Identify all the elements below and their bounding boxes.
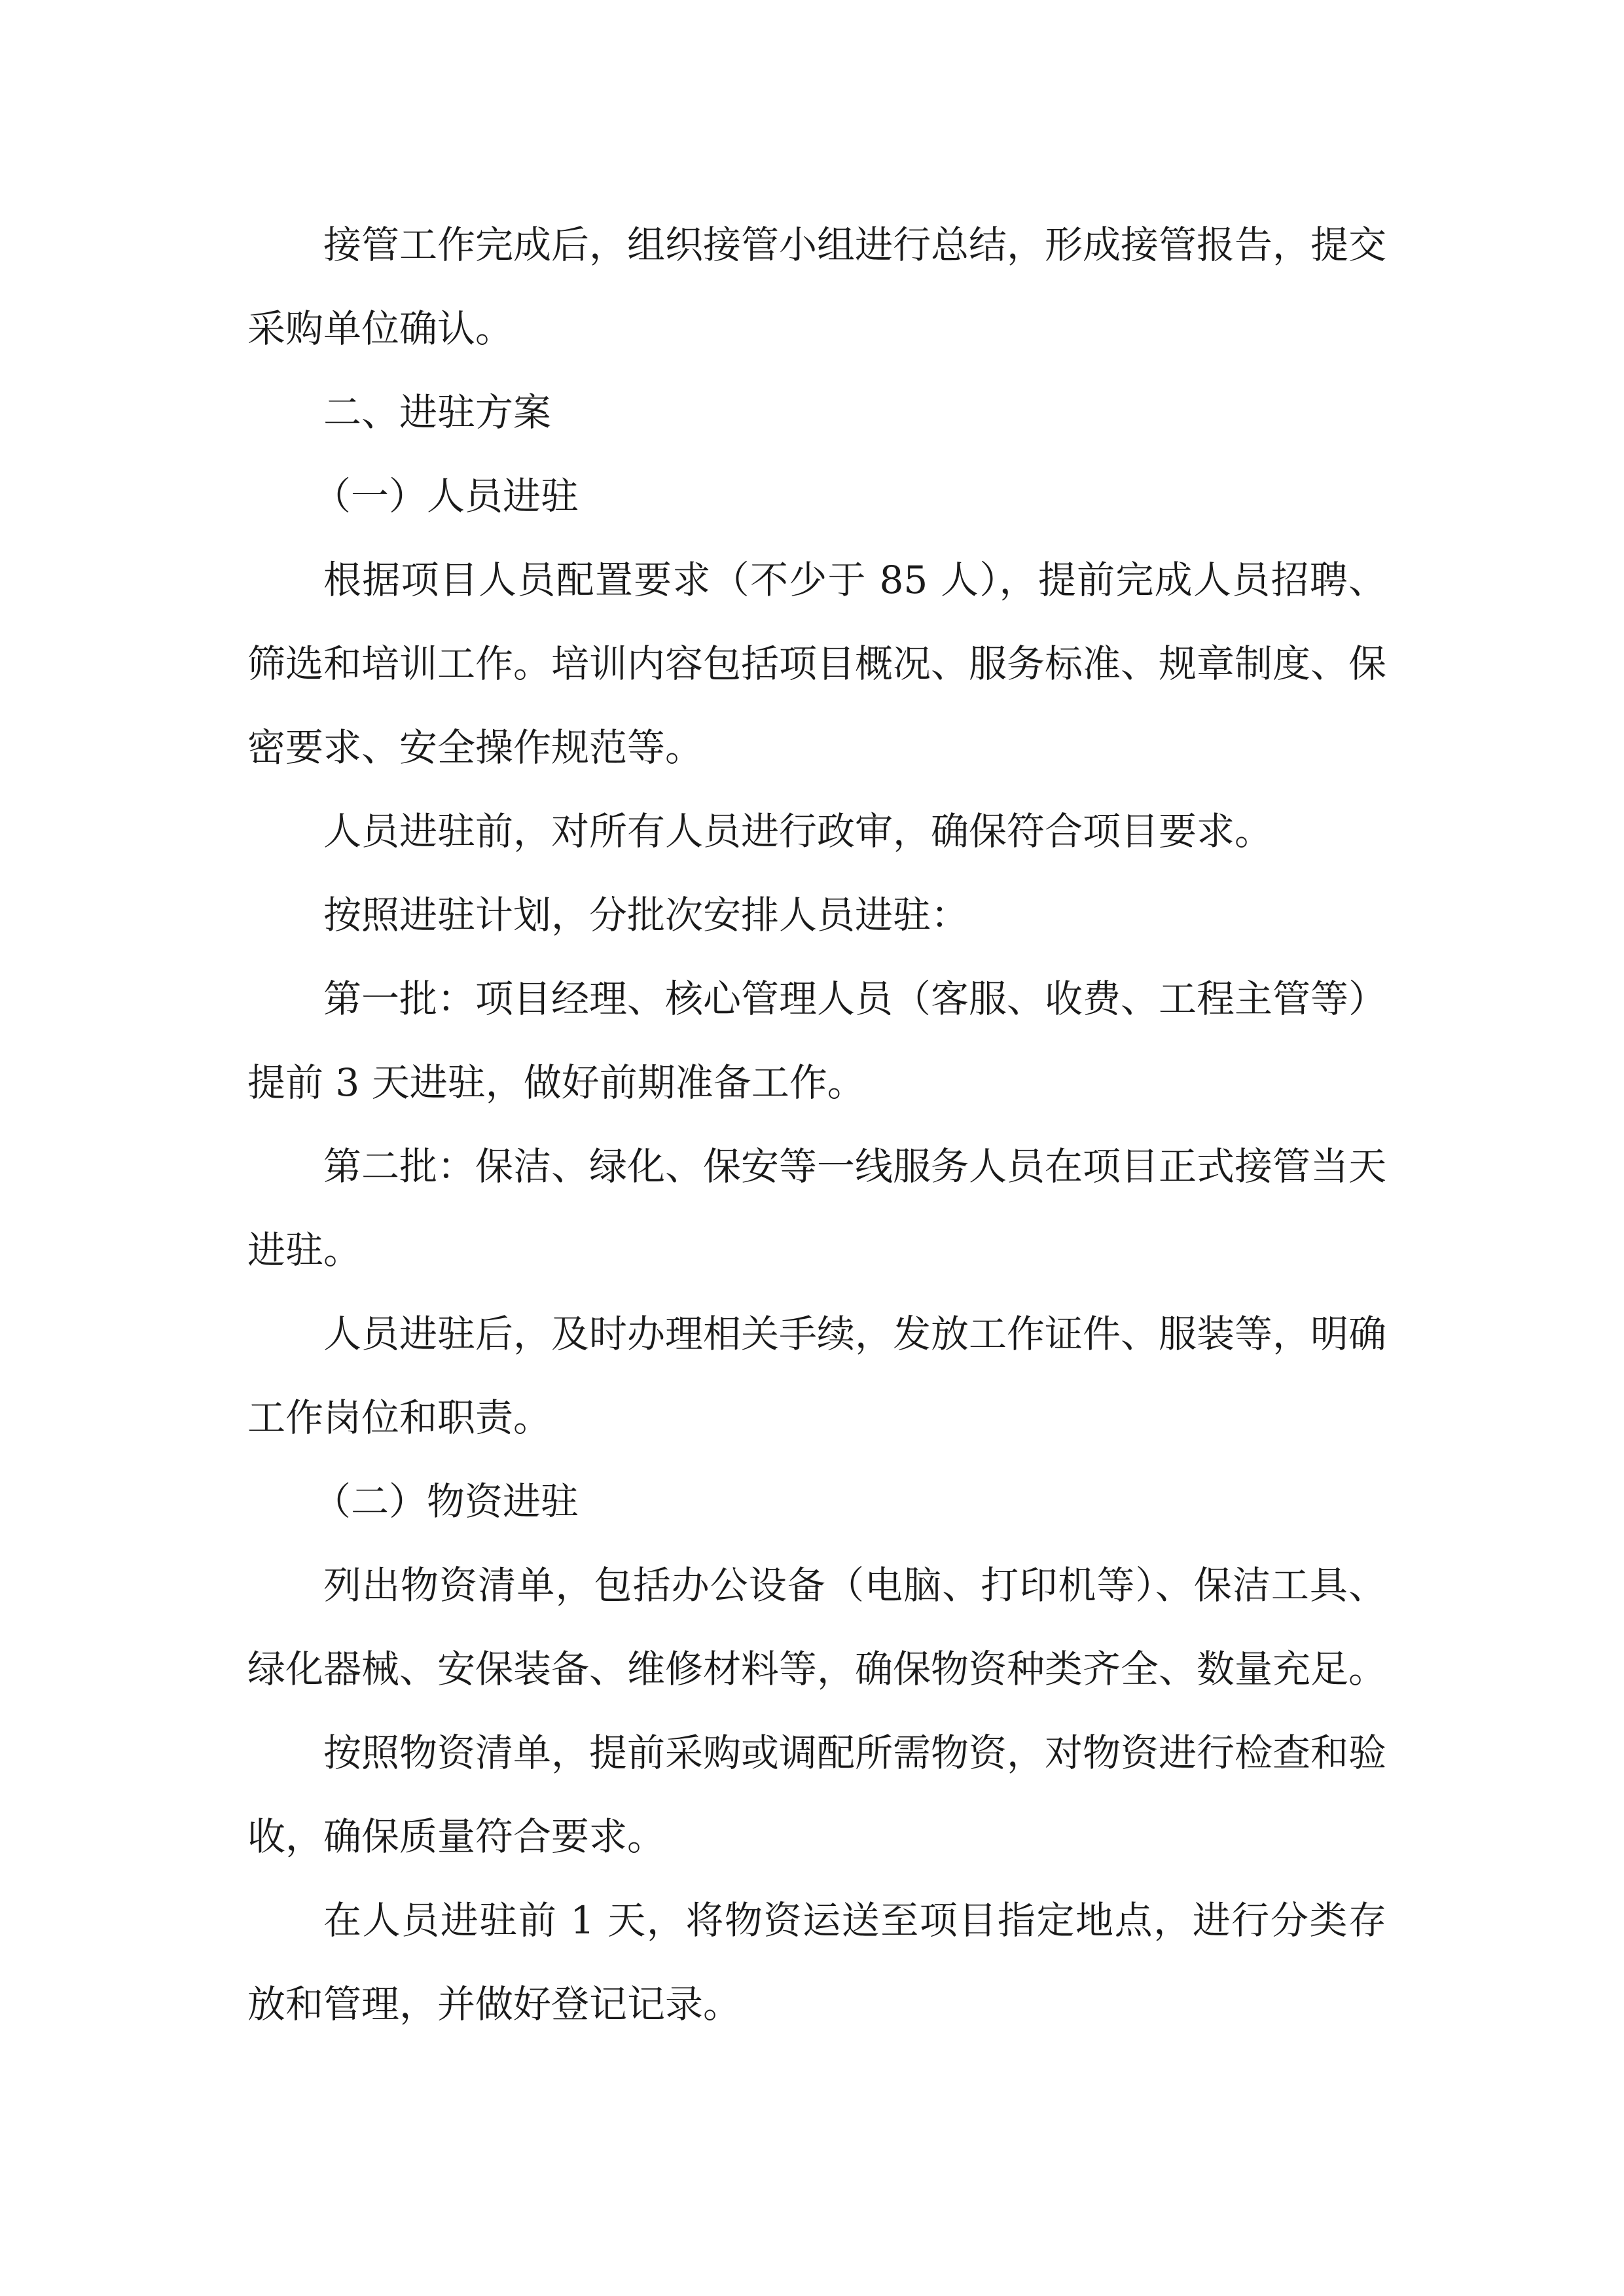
document-body [247,203,1386,2046]
paragraph-entry-batches-intro: 按照进驻计划，分批次安排人员进驻： [323,893,969,937]
paragraph-first-batch: 第一批：项目经理、核心管理人员（客服、收费、工程主管等）提前 3 天进驻，做好前期准备工作。 [247,977,1387,1105]
paragraph-materials-procurement: 按照物资清单，提前采购或调配所需物资，对物资进行检查和验收，确保质量符合要求。 [247,1731,1387,1859]
section-heading-entry-plan: 二、进驻方案 [323,390,552,435]
paragraph-materials-list: 列出物资清单，包括办公设备（电脑、打印机等）、保洁工具、绿化器械、安保装备、维修材料等，确保物资种类齐全、数量充足。 [247,1563,1387,1691]
paragraph-political-review: 人员进驻前，对所有人员进行政审，确保符合项目要求。 [323,809,1273,853]
subsection-heading-personnel-entry: （一）人员进驻 [313,474,579,518]
paragraph-handover-summary: 接管工作完成后，组织接管小组进行总结，形成接管报告，提交采购单位确认。 [247,223,1387,351]
paragraph-second-batch: 第二批：保洁、绿化、保安等一线服务人员在项目正式接管当天进驻。 [247,1144,1387,1272]
subsection-heading-materials-entry: （二）物资进驻 [313,1479,579,1524]
paragraph-staffing-requirements: 根据项目人员配置要求（不少于 85 人），提前完成人员招聘、筛选和培训工作。培训内容包括项目概况、服务标准、规章制度、保密要求、安全操作规范等。 [247,558,1387,770]
paragraph-materials-delivery: 在人员进驻前 1 天，将物资运送至项目指定地点，进行分类存放和管理，并做好登记记录。 [247,1898,1386,2026]
paragraph-post-entry-procedures: 人员进驻后，及时办理相关手续，发放工作证件、服装等，明确工作岗位和职责。 [247,1312,1387,1440]
